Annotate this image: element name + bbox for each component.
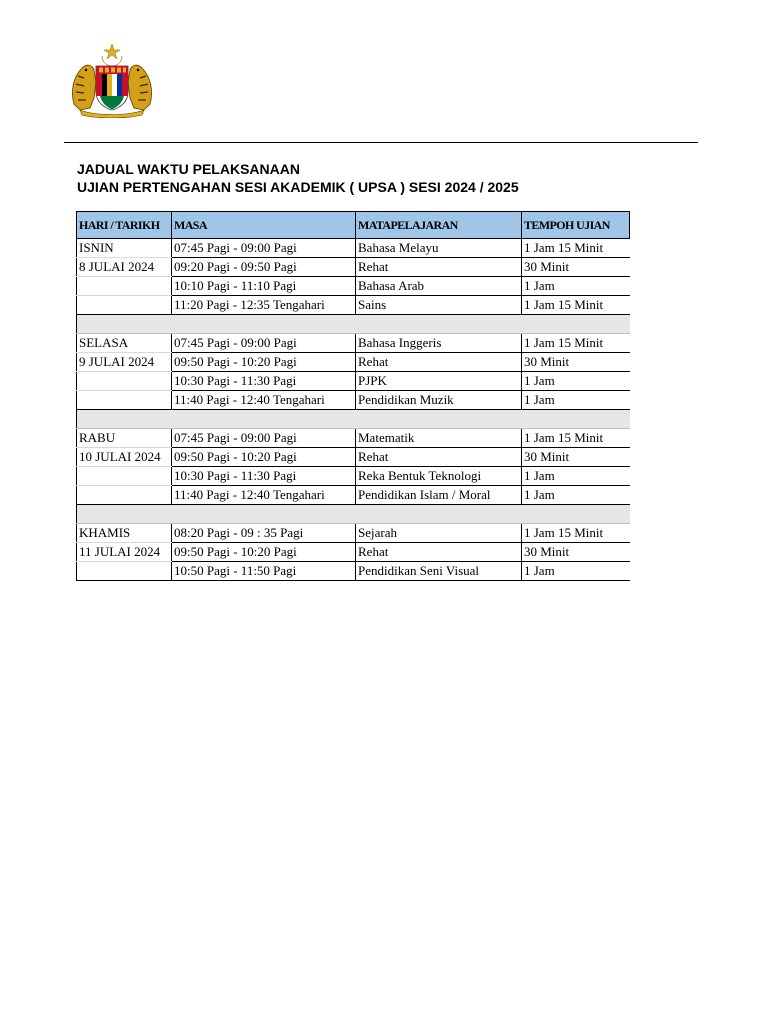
subject-cell: Pendidikan Islam / Moral — [356, 486, 522, 505]
day-cell: ISNIN — [77, 239, 172, 258]
separator-cell — [77, 410, 630, 429]
day-cell: KHAMIS — [77, 524, 172, 543]
tempoh-cell: 1 Jam 15 Minit — [522, 429, 630, 448]
subject-cell: PJPK — [356, 372, 522, 391]
header-tempoh-ujian: TEMPOH UJIAN — [522, 212, 630, 239]
exam-schedule-table — [76, 211, 630, 581]
masa-cell: 08:20 Pagi - 09 : 35 Pagi — [172, 524, 356, 543]
masa-cell: 09:50 Pagi - 10:20 Pagi — [172, 543, 356, 562]
tempoh-cell: 30 Minit — [522, 353, 630, 372]
masa-cell: 09:20 Pagi - 09:50 Pagi — [172, 258, 356, 277]
subject-cell: Rehat — [356, 448, 522, 467]
subject-cell: Pendidikan Seni Visual — [356, 562, 522, 581]
table-row — [77, 296, 630, 315]
table-row — [77, 391, 630, 410]
table-row — [77, 277, 630, 296]
table-row — [77, 486, 630, 505]
day-separator-row — [77, 315, 630, 334]
masa-cell: 09:50 Pagi - 10:20 Pagi — [172, 448, 356, 467]
date-cell: 10 JULAI 2024 — [77, 448, 172, 467]
separator-cell — [77, 505, 630, 524]
masa-cell: 07:45 Pagi - 09:00 Pagi — [172, 334, 356, 353]
subject-cell: Sejarah — [356, 524, 522, 543]
tempoh-cell: 1 Jam — [522, 277, 630, 296]
masa-cell: 10:50 Pagi - 11:50 Pagi — [172, 562, 356, 581]
tempoh-cell: 1 Jam 15 Minit — [522, 239, 630, 258]
table-row — [77, 353, 630, 372]
tempoh-cell: 1 Jam — [522, 467, 630, 486]
masa-cell: 10:10 Pagi - 11:10 Pagi — [172, 277, 356, 296]
empty-day-cell — [77, 467, 172, 486]
empty-day-cell — [77, 277, 172, 296]
masa-cell: 09:50 Pagi - 10:20 Pagi — [172, 353, 356, 372]
table-row — [77, 562, 630, 581]
tempoh-cell: 1 Jam — [522, 372, 630, 391]
masa-cell: 11:40 Pagi - 12:40 Tengahari — [172, 391, 356, 410]
table-row — [77, 467, 630, 486]
header-matapelajaran: MATAPELAJARAN — [356, 212, 522, 239]
empty-day-cell — [77, 296, 172, 315]
header-divider — [64, 142, 698, 143]
empty-day-cell — [77, 391, 172, 410]
subject-cell: Rehat — [356, 353, 522, 372]
header-hari-tarikh: HARI / TARIKH — [77, 212, 172, 239]
tempoh-cell: 1 Jam — [522, 562, 630, 581]
subject-cell: Rehat — [356, 258, 522, 277]
day-cell: RABU — [77, 429, 172, 448]
table-header-row — [77, 212, 630, 239]
tempoh-cell: 1 Jam — [522, 391, 630, 410]
subject-cell: Matematik — [356, 429, 522, 448]
tempoh-cell: 30 Minit — [522, 448, 630, 467]
masa-cell: 11:40 Pagi - 12:40 Tengahari — [172, 486, 356, 505]
masa-cell: 10:30 Pagi - 11:30 Pagi — [172, 372, 356, 391]
table-row — [77, 258, 630, 277]
date-cell: 8 JULAI 2024 — [77, 258, 172, 277]
tempoh-cell: 1 Jam 15 Minit — [522, 296, 630, 315]
subject-cell: Bahasa Inggeris — [356, 334, 522, 353]
table-row — [77, 524, 630, 543]
subject-cell: Sains — [356, 296, 522, 315]
title-line-2: UJIAN PERTENGAHAN SESI AKADEMIK ( UPSA ) SESI 2024 / 2025 — [77, 179, 519, 195]
tempoh-cell: 1 Jam 15 Minit — [522, 524, 630, 543]
subject-cell: Pendidikan Muzik — [356, 391, 522, 410]
coat-of-arms-icon — [66, 42, 158, 118]
tempoh-cell: 1 Jam 15 Minit — [522, 334, 630, 353]
subject-cell: Reka Bentuk Teknologi — [356, 467, 522, 486]
masa-cell: 07:45 Pagi - 09:00 Pagi — [172, 429, 356, 448]
header-masa: MASA — [172, 212, 356, 239]
document-title — [77, 160, 519, 196]
masa-cell: 11:20 Pagi - 12:35 Tengahari — [172, 296, 356, 315]
subject-cell: Bahasa Melayu — [356, 239, 522, 258]
tempoh-cell: 30 Minit — [522, 258, 630, 277]
empty-day-cell — [77, 562, 172, 581]
table-row — [77, 334, 630, 353]
table-row — [77, 429, 630, 448]
tempoh-cell: 30 Minit — [522, 543, 630, 562]
day-cell: SELASA — [77, 334, 172, 353]
separator-cell — [77, 315, 630, 334]
day-separator-row — [77, 410, 630, 429]
empty-day-cell — [77, 486, 172, 505]
table-row — [77, 543, 630, 562]
subject-cell: Rehat — [356, 543, 522, 562]
day-separator-row — [77, 505, 630, 524]
masa-cell: 10:30 Pagi - 11:30 Pagi — [172, 467, 356, 486]
empty-day-cell — [77, 372, 172, 391]
table-row — [77, 239, 630, 258]
date-cell: 9 JULAI 2024 — [77, 353, 172, 372]
title-line-1: JADUAL WAKTU PELAKSANAAN — [77, 161, 300, 177]
table-row — [77, 448, 630, 467]
date-cell: 11 JULAI 2024 — [77, 543, 172, 562]
subject-cell: Bahasa Arab — [356, 277, 522, 296]
table-row — [77, 372, 630, 391]
tempoh-cell: 1 Jam — [522, 486, 630, 505]
masa-cell: 07:45 Pagi - 09:00 Pagi — [172, 239, 356, 258]
